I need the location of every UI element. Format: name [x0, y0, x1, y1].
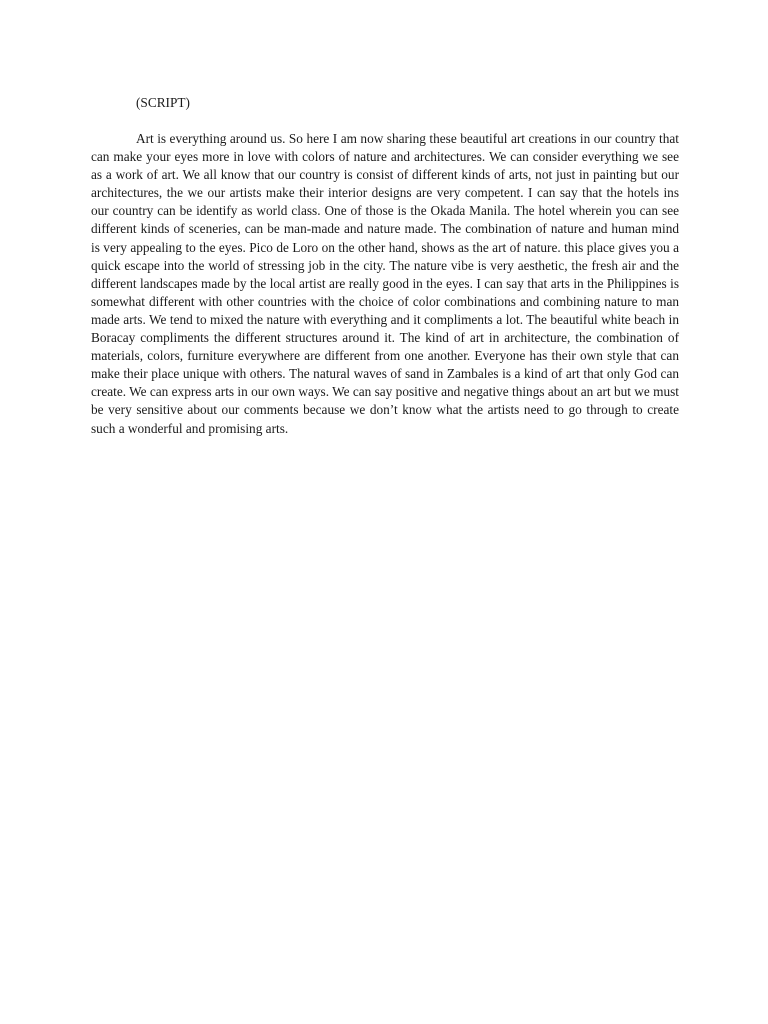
document-body: [91, 94, 679, 438]
script-heading: (SCRIPT): [136, 95, 190, 110]
body-paragraph: Art is everything around us. So here I am now sharing these beautiful art creations in our country that can make your eyes more in love with colors of nature and architectures. We can consider everything we see as a work of art. We all know that our country is consist of different kinds of arts, not just in painting but our architectures, the we our artists make their interior designs are very competent. I can say that the hotels ins our country can be identify as world class. One of those is the Okada Manila. The hotel wherein you can see different kinds of sceneries, can be man-made and nature made. The combination of nature and human mind is very appealing to the eyes. Pico de Loro on the other hand, shows as the art of nature. this place gives you a quick escape into the world of stressing job in the city. The nature vibe is very aesthetic, the fresh air and the different landscapes made by the local artist are really good in the eyes. I can say that arts in the Philippines is somewhat different with other countries with the choice of color combinations and combining nature to man made arts. We tend to mixed the nature with everything and it compliments a lot. The beautiful white beach in Boracay compliments the different structures around it. The kind of art in architecture, the combination of materials, colors, furniture everywhere are different from one another. Everyone has their own style that can make their place unique with others. The natural waves of sand in Zambales is a kind of art that only God can create. We can express arts in our own ways. We can say positive and negative things about an art but we must be very sensitive about our comments because we don’t know what the artists need to go through to create such a wonderful and promising arts.: [91, 131, 679, 436]
